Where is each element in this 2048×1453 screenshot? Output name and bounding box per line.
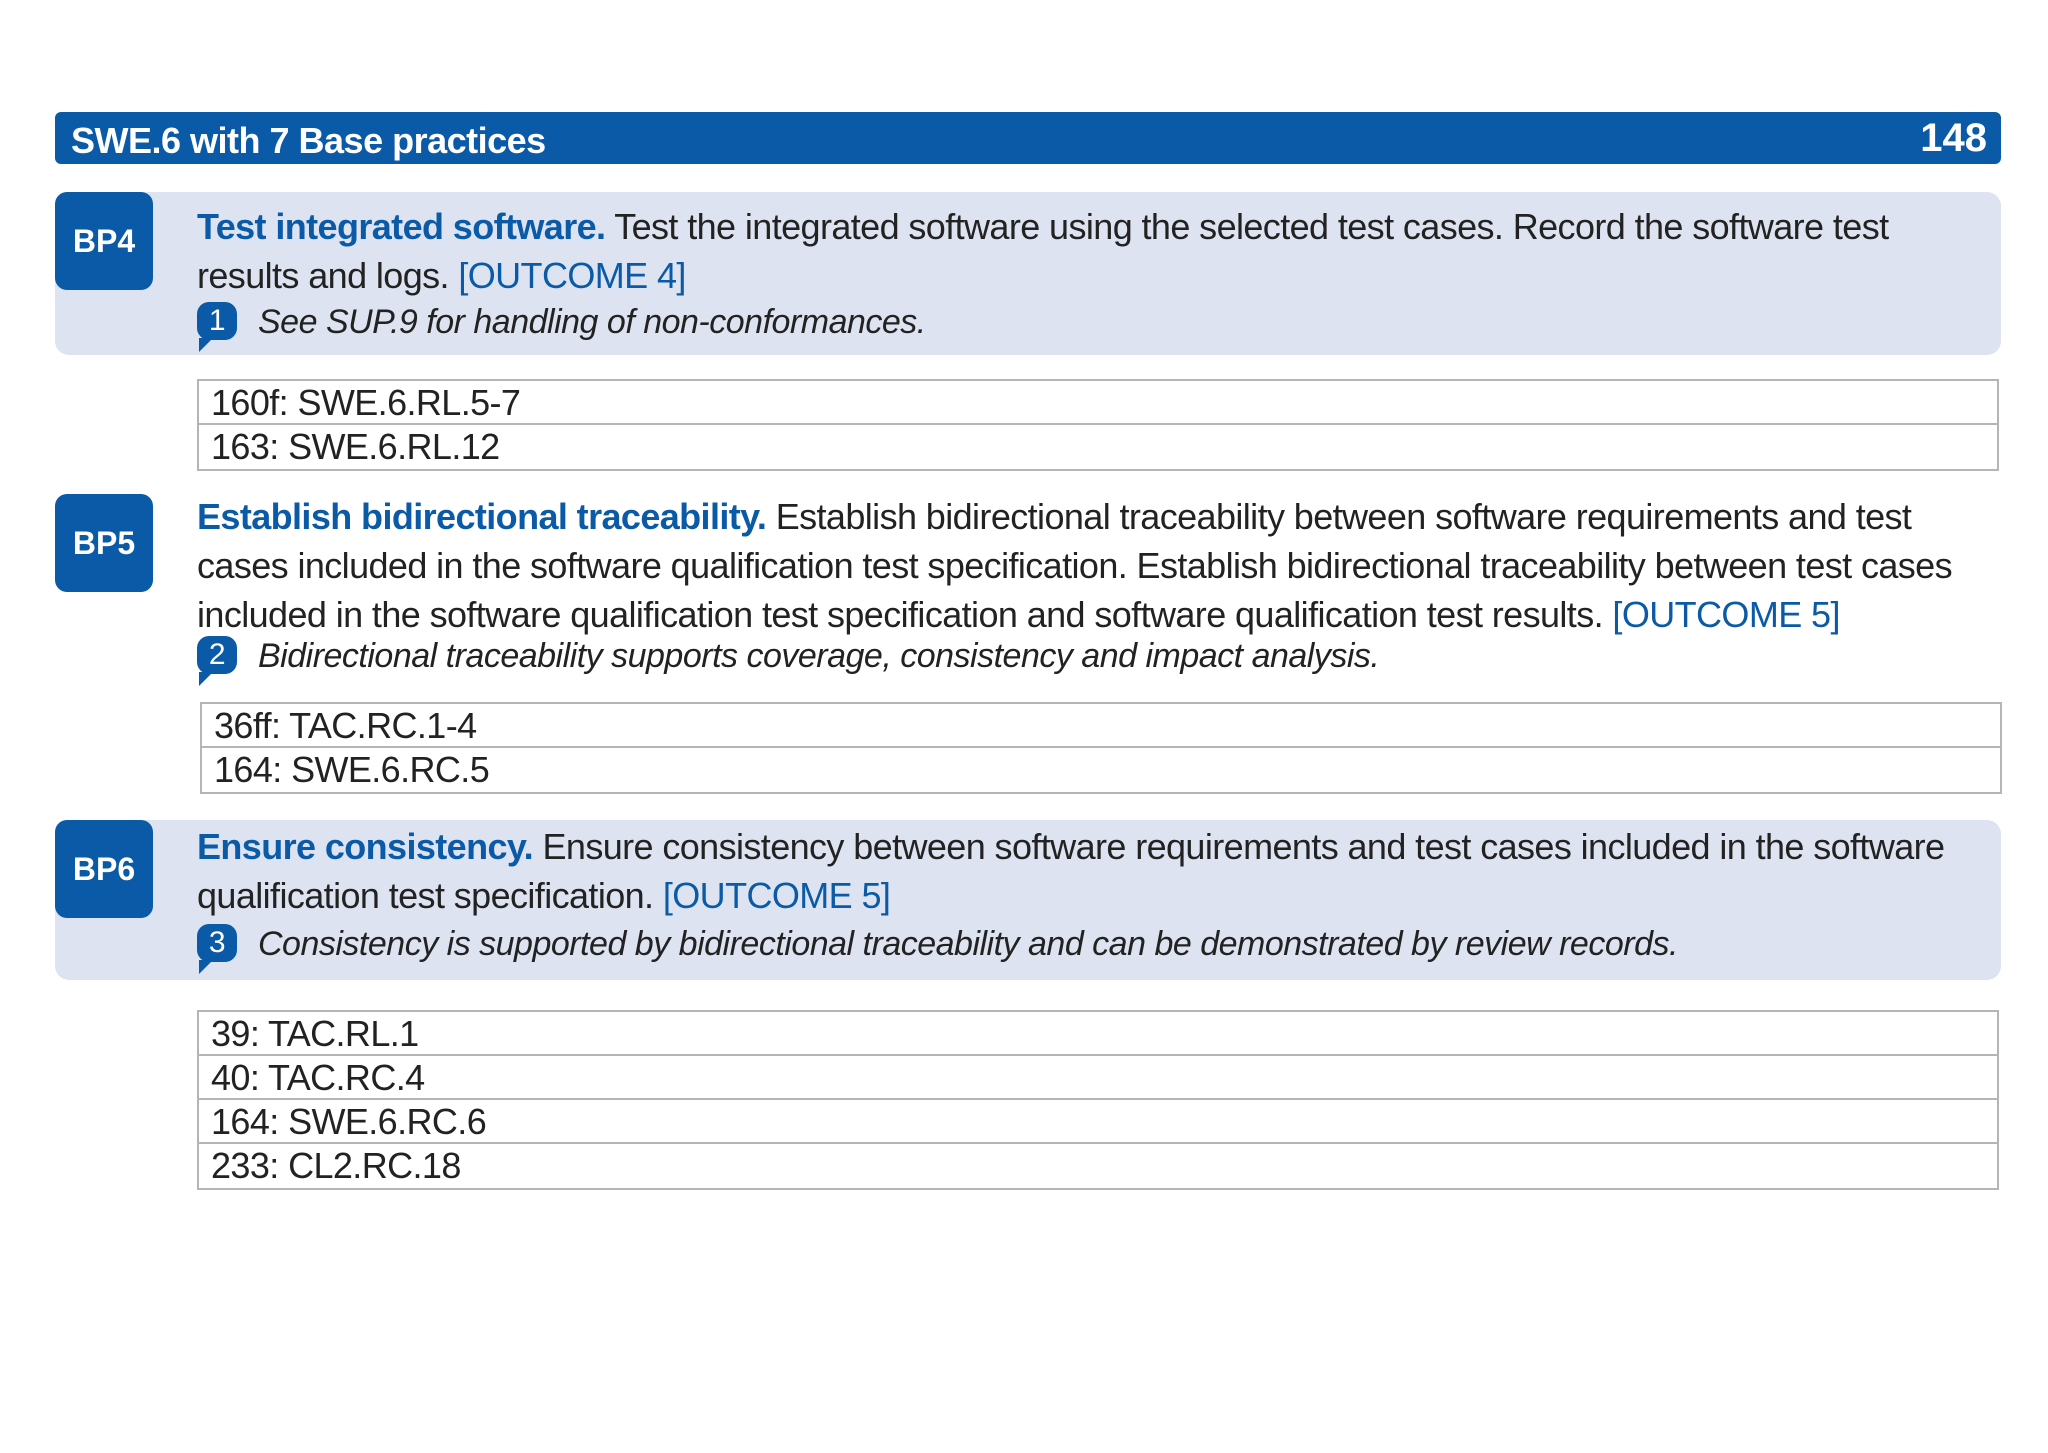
header-title: SWE.6 with 7 Base practices: [71, 120, 546, 161]
note-number-bubble: 3: [197, 924, 237, 962]
reference-row: 163: SWE.6.RL.12: [211, 426, 500, 467]
bp-badge: BP5: [55, 494, 153, 592]
reference-table-bp4: [197, 379, 1999, 471]
bp-badge: BP4: [55, 192, 153, 290]
bp-badge: BP6: [55, 820, 153, 918]
page-header: [55, 112, 2001, 164]
bp-body: Test the integrated software using the selected test cases. Record the software test results and logs.: [197, 206, 1889, 296]
page-number: 148: [1920, 116, 1987, 160]
bp-description: [197, 492, 1991, 639]
reference-row: 36ff: TAC.RC.1-4: [202, 704, 2000, 748]
bp-description: [197, 822, 2001, 920]
reference-row: 160f: SWE.6.RL.5-7: [199, 381, 1997, 425]
note-text: See SUP.9 for handling of non-conformances.: [258, 303, 926, 341]
reference-row: 164: SWE.6.RC.5: [214, 749, 490, 790]
bp-body: Ensure consistency between software requirements and test cases included in the software qualification test specification.: [197, 826, 1945, 916]
bp-body: Establish bidirectional traceability between software requirements and test cases included in the software qualification test specification. Establish bidirectional traceability between test cases included in the software qualification test specification and software qualification test results.: [197, 496, 1952, 635]
bp-title: Test integrated software.: [197, 206, 606, 247]
reference-row: 40: TAC.RC.4: [199, 1056, 1997, 1100]
note-number-bubble: 2: [197, 636, 237, 674]
note-number-bubble: 1: [197, 302, 237, 340]
reference-row: 233: CL2.RC.18: [211, 1145, 461, 1186]
bp-outcome: [OUTCOME 5]: [1612, 594, 1840, 635]
reference-table-bp6: [197, 1010, 1999, 1190]
note-text: Bidirectional traceability supports coverage, consistency and impact analysis.: [258, 637, 1380, 675]
base-practice-bp6: [55, 820, 2001, 980]
bp-outcome: [OUTCOME 5]: [662, 875, 891, 916]
base-practice-bp4: [55, 192, 2001, 355]
bp-description: [197, 202, 1991, 300]
bp-outcome: [OUTCOME 4]: [458, 255, 686, 296]
base-practice-bp5: [55, 494, 2001, 694]
reference-row: 39: TAC.RL.1: [199, 1012, 1997, 1056]
bp-title: Establish bidirectional traceability.: [197, 496, 767, 537]
note-text: Consistency is supported by bidirectional traceability and can be demonstrated by review records.: [258, 925, 1678, 963]
bp-title: Ensure consistency.: [197, 826, 534, 867]
reference-table-bp5: [200, 702, 2002, 794]
reference-row: 164: SWE.6.RC.6: [199, 1100, 1997, 1144]
